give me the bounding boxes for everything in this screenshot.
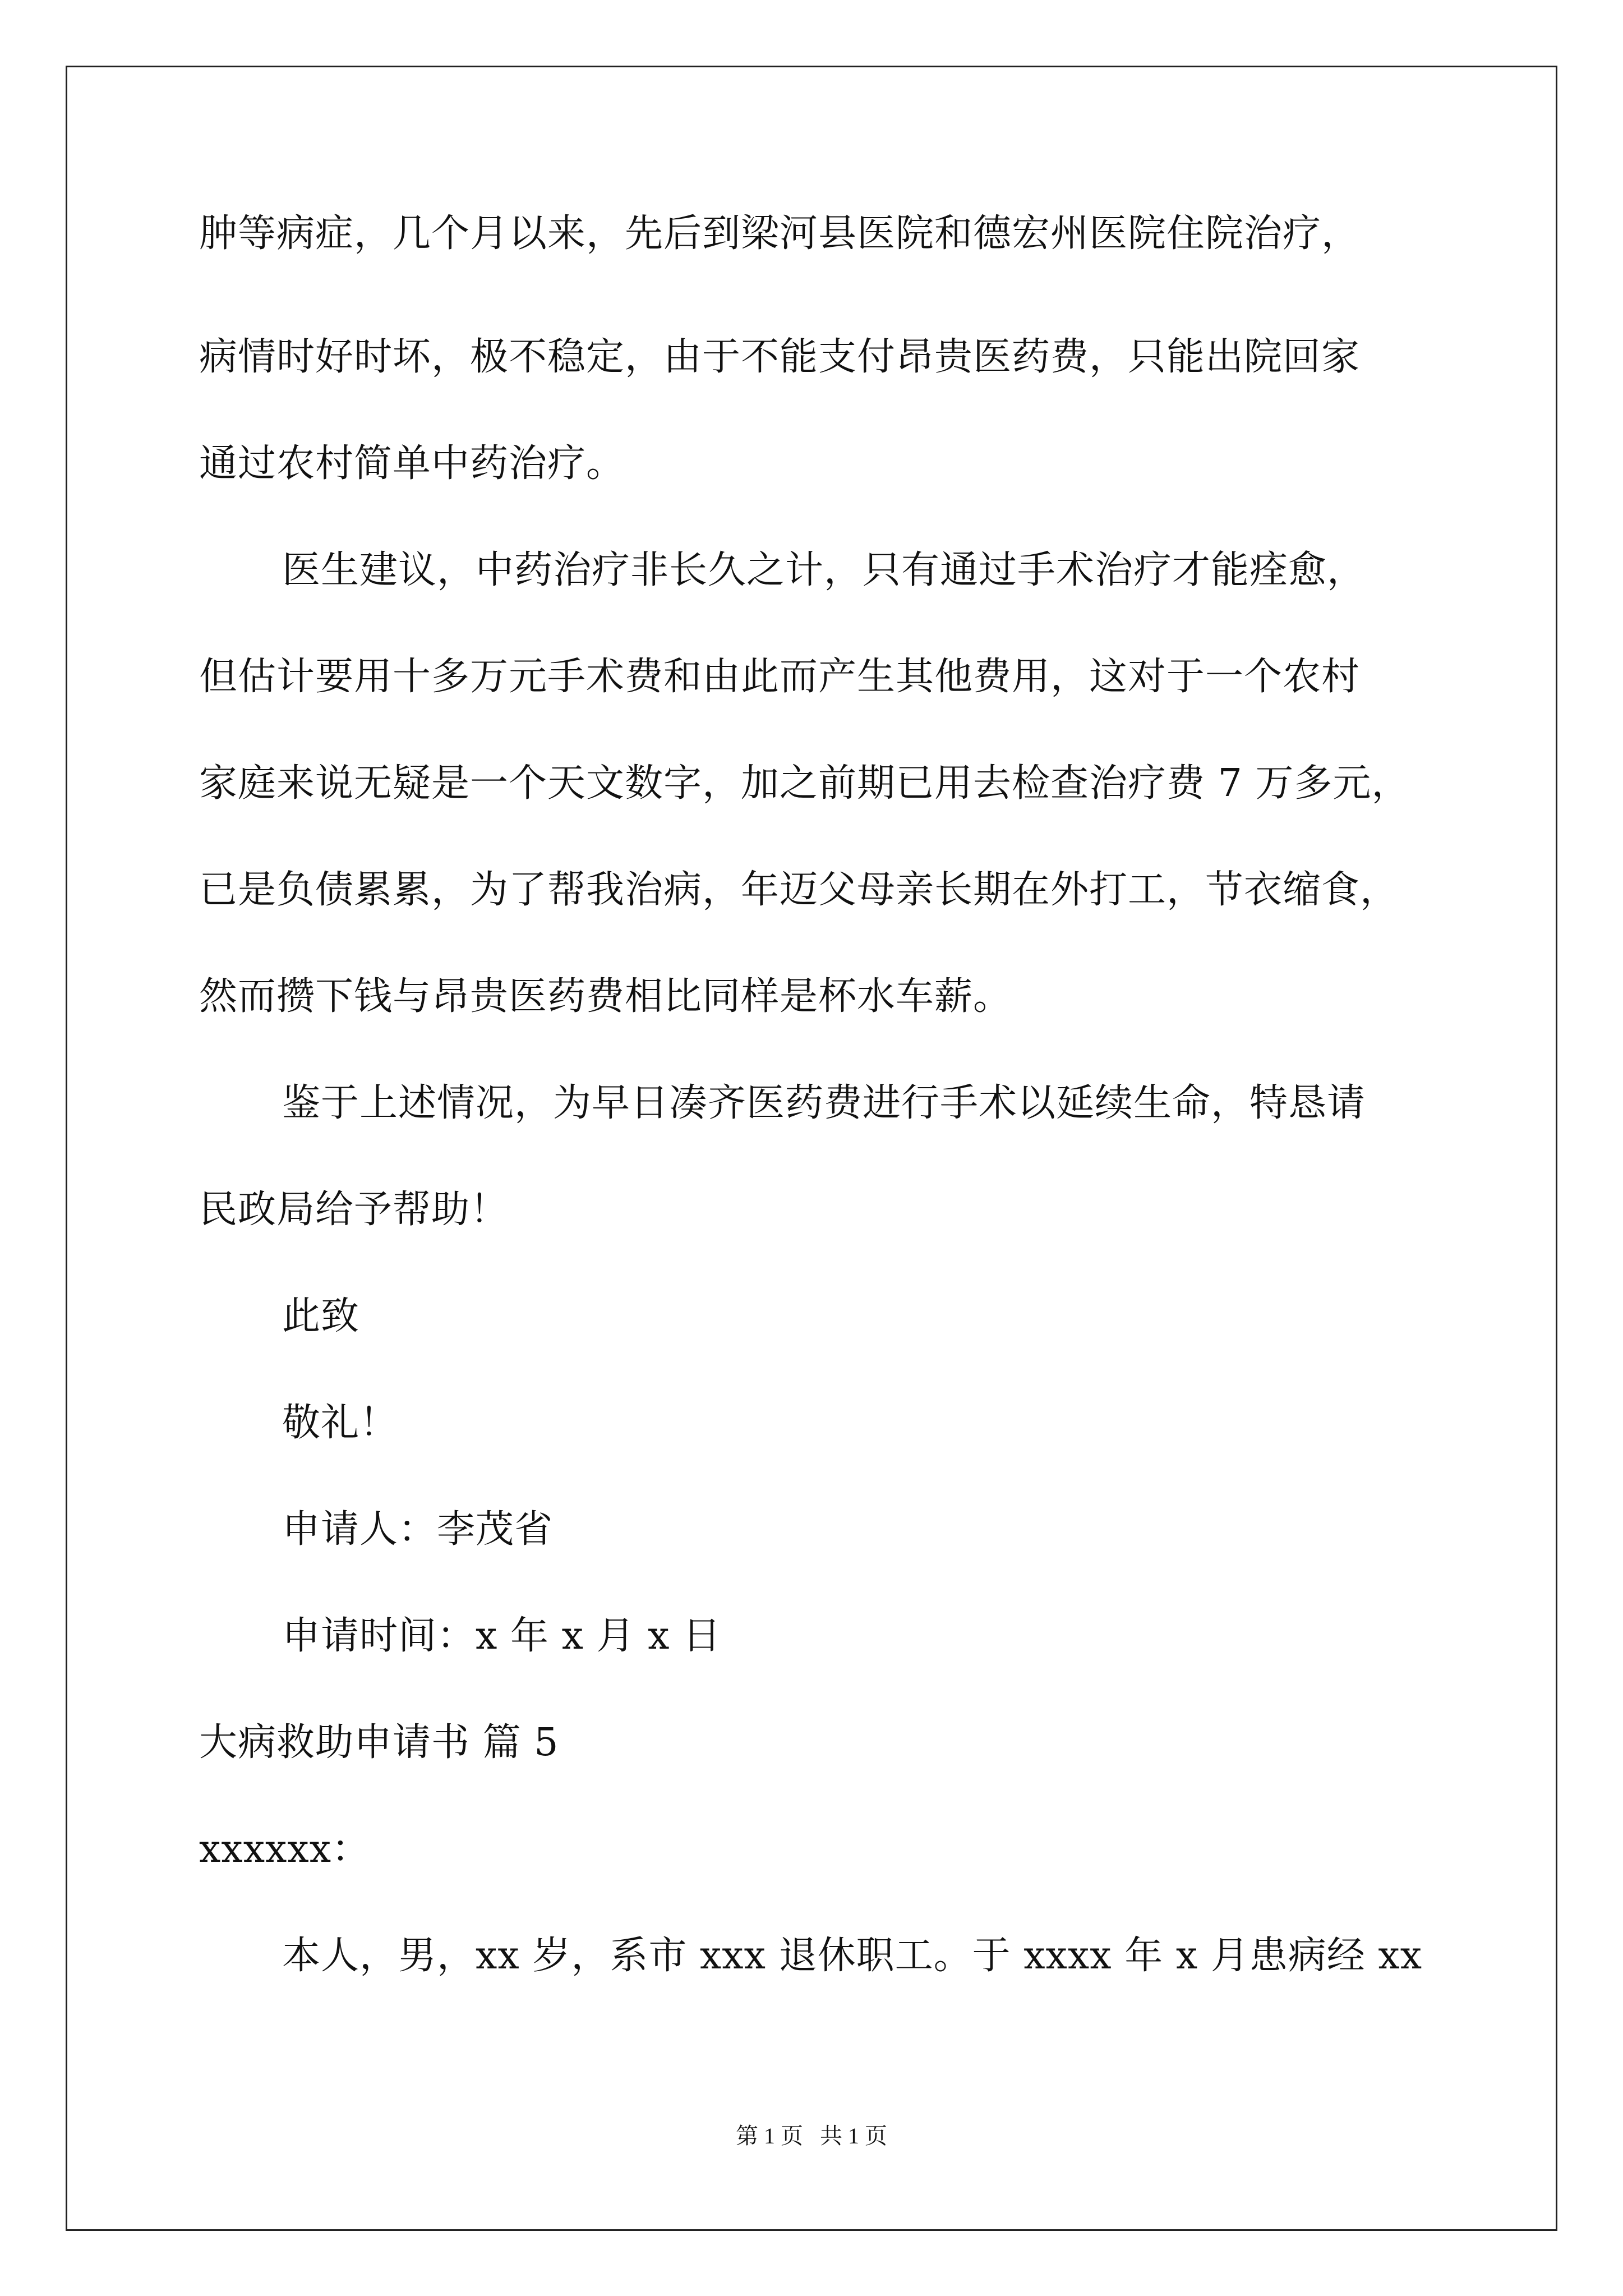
applicant-name: 申请人：李茂省 [282,1507,554,1552]
body-line-3: 通过农村简单中药治疗。 [199,441,625,486]
body-line-17: 本人，男，xx 岁，系市 xxx 退休职工。于 xxxx 年 x 月患病经 xx [282,1934,1423,1978]
recipient-line: xxxxxx： [199,1827,371,1871]
body-line-10: 民政局给予帮助！ [199,1188,509,1232]
application-date: 申请时间：x 年 x 月 x 日 [282,1614,722,1658]
closing-regards: 敬礼！ [282,1401,399,1445]
body-line-1: 肿等病症，几个月以来，先后到梁河县医院和德宏州医院住院治疗， [199,211,1361,256]
section-heading: 大病救助申请书 篇 5 [199,1720,559,1765]
closing-salutation: 此致 [282,1294,360,1338]
body-line-8: 然而攒下钱与昂贵医药费相比同样是杯水车薪。 [199,974,1012,1019]
page-footer: 第 1 页 共 1 页 [736,2123,887,2148]
body-line-9: 鉴于上述情况，为早日凑齐医药费进行手术以延续生命，特恳请 [282,1081,1366,1125]
body-line-7: 已是负债累累，为了帮我治病，年迈父母亲长期在外打工，节衣缩食， [199,868,1399,912]
body-line-6: 家庭来说无疑是一个天文数字，加之前期已用去检查治疗费 7 万多元， [199,761,1410,806]
body-line-5: 但估计要用十多万元手术费和由此而产生其他费用，这对于一个农村 [199,655,1361,699]
body-line-2: 病情时好时坏，极不稳定，由于不能支付昂贵医药费，只能出院回家 [199,335,1361,379]
page-border [66,66,1557,2231]
body-line-4: 医生建议，中药治疗非长久之计，只有通过手术治疗才能痊愈， [282,548,1366,592]
